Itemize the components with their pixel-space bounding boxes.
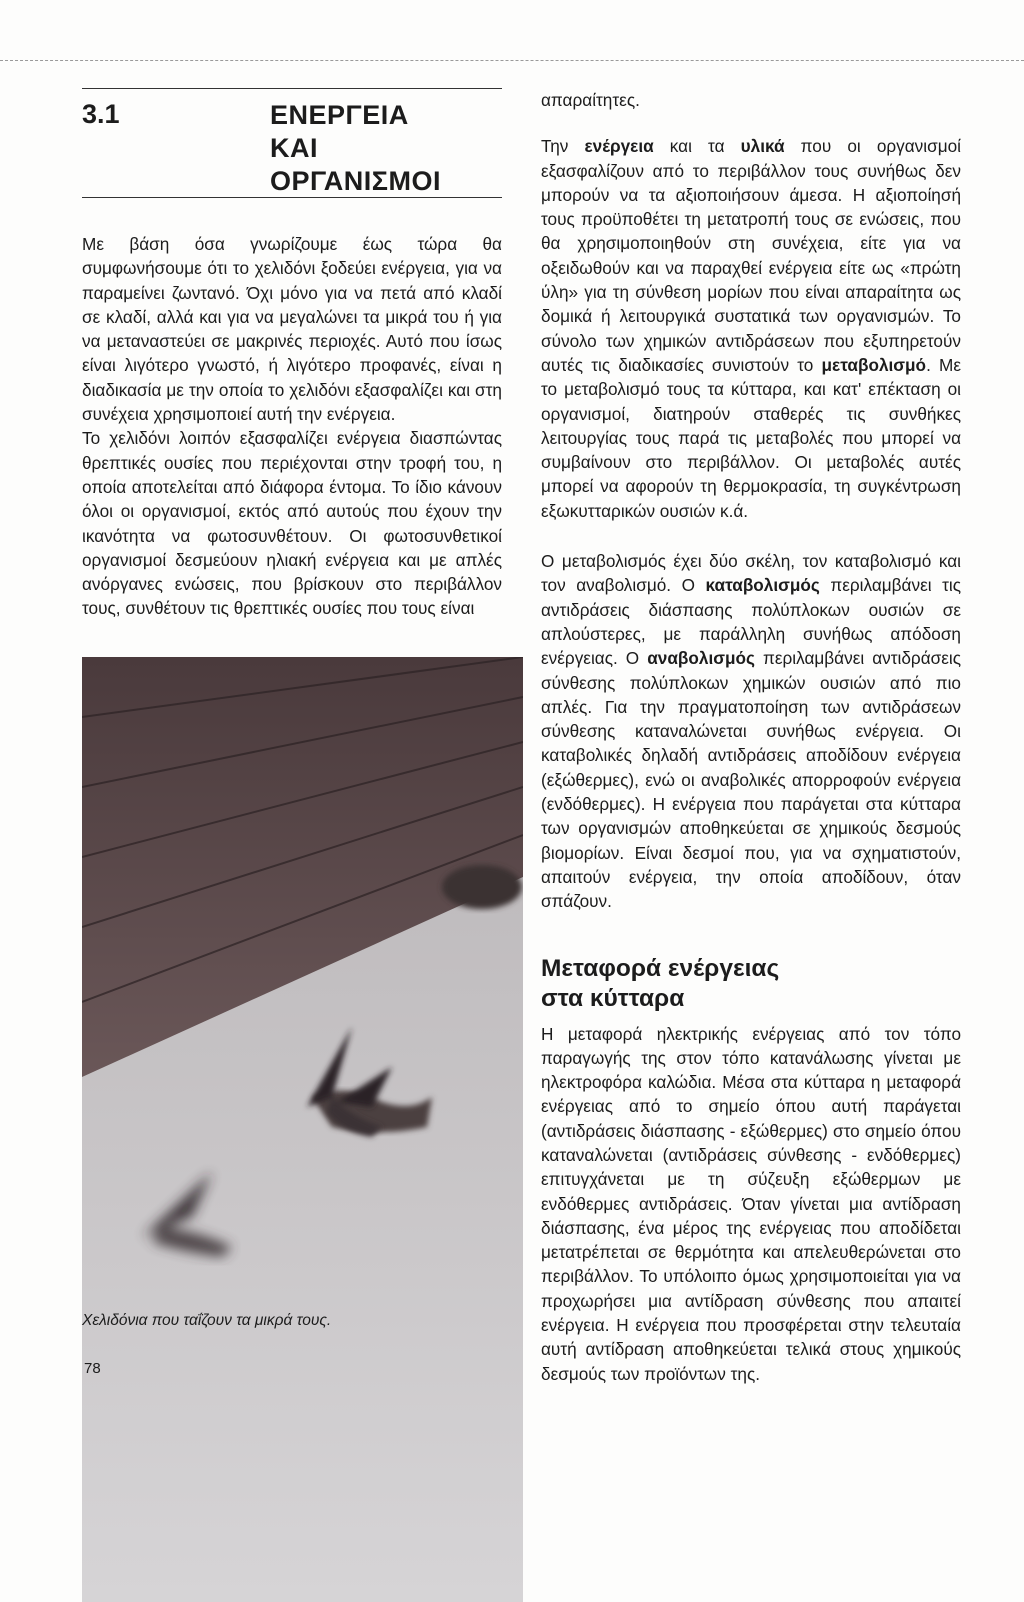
paragraph xyxy=(541,549,961,913)
page-number: 78 xyxy=(84,1360,101,1377)
subheading-line: Μεταφορά ενέργειας xyxy=(541,954,780,982)
bold-term: υλικά xyxy=(740,136,785,157)
bold-term: μεταβολισμό xyxy=(821,354,927,375)
left-column xyxy=(82,88,502,621)
bold-term: ενέργεια xyxy=(584,136,654,157)
subheading-line: στα κύτταρα xyxy=(541,984,685,1012)
right-column xyxy=(541,88,961,1386)
text-run: περιλαμβάνει αντιδράσεις σύνθεσης πολύπλοκων χημικών ουσιών από πιο απλές. Για την πραγματοποίηση των αντιδράσεων σύνθεσης καταναλώνεται συνήθως ενέργεια. Οι καταβολικές δηλαδή αντιδράσεις αποδίδουν ενέργεια (εξώθερμες), ενώ οι αναβολικές απορροφούν ενέργεια (ενδόθερμες). Η ενέργεια που παράγεται στα κύτταρα των οργανισμών αποθηκεύεται σε χημικούς δεσμούς βιομορίων. Είναι δεσμοί που, για να σχηματιστούν, απαιτούν ενέργεια, την οποία αποδίδουν, όταν σπάζουν. xyxy=(541,648,962,912)
top-dashed-rule xyxy=(0,60,1024,61)
text-run: . Με το μεταβολισμό τους τα κύτταρα, και κατ' επέκταση οι οργανισμοί, διατηρούν σταθερές τις συνθήκες λειτουργίας τους παρά τις μεταβολές που μπορεί να συμβαίνουν στο περιβάλλον. Οι μεταβολές αυτές μπορεί να αφορούν τη θερμοκρασία, τη συγκέντρωση εξωκυτταρικών ουσιών κ.ά. xyxy=(541,354,962,521)
figure-caption xyxy=(82,1312,331,1330)
text-run: Την xyxy=(541,136,585,157)
section-header xyxy=(82,89,502,197)
text-run: περιλαμβάνει τις αντιδράσεις διάσπασης πολύπλοκων ουσιών σε απλούστερες, με παράλληλη συνήθως απόδοση ενέργειας. Ο xyxy=(541,575,961,669)
figure-caption-text: Χελιδόνια που ταΐζουν τα μικρά τους. xyxy=(82,1312,332,1329)
paragraph: Με βάση όσα γνωρίζουμε έως τώρα θα συμφωνήσουμε ότι το χελιδόνι ξοδεύει ενέργεια, για να παραμείνει ζωντανό. Όχι μόνο για να πετά από κλαδί σε κλαδί, αλλά και για να μεγαλώνει τα μικρά του ή για να μεταναστεύει σε μακρινές περιοχές. Αυτό που ίσως είναι λιγότερο γνωστό, ή λιγότερο προφανές, είναι η διαδικασία με την οποία το χελιδόνι εξασφαλίζει και στη συνέχεια χρησιμοποιεί αυτή την ενέργεια. xyxy=(82,234,502,425)
text-run: που οι οργανισμοί εξασφαλίζουν από το περιβάλλον τους συνήθως δεν μπορούν να τα αξιοποιήσουν άμεσα. Η αξιοποίησή τους προϋποθέτει τη μετατροπή τους σε ενώσεις, που θα χρησιμοποιηθούν στη συνέχεια, είτε για να οξειδωθούν και να παραχθεί ενέργεια είτε ως «πρώτη ύλη» για τη σύνθεση μορίων που είναι απαραίτητα ως δομικά ή λειτουργικά συστατικά των οργανισμών. Το σύνολο των χημικών αντιδράσεων που εξυπηρετούν αυτές τις διαδικασίες συνιστούν το xyxy=(541,136,961,375)
paragraph: απαραίτητες. xyxy=(541,90,640,110)
paragraph: Η μεταφορά ηλεκτρικής ενέργειας από τον τόπο παραγωγής της στον τόπο κατανάλωσης γίνεται με ηλεκτροφόρα καλώδια. Μέσα στα κύτταρα η μεταφορά ενέργειας από το σημείο όπου αυτή παράγεται (αντιδράσεις διάσπασης - εξώθερμες) στο σημείο όπου καταναλώνεται (αντιδράσεις σύνθεσης - ενδόθερμες) επιτυγχάνεται με τη σύζευξη εξώθερμων με ενδόθερμες αντιδράσεις. Όταν γίνεται μια αντίδραση διάσπασης, ένα μέρος της ενέργειας που αποδίδεται μετατρέπεται σε θερμότητα και απελευθερώνεται στο περιβάλλον. Το υπόλοιπο όμως χρησιμοποιείται για να προχωρήσει μια αντίδραση σύνθεσης που απαιτεί ενέργεια. Η ενέργεια που προσφέρεται στην τελευταία αυτή αντίδραση αποθηκεύεται τελικά στους χημικούς δεσμούς των προϊόντων της. xyxy=(541,1023,961,1384)
section-number: 3.1 xyxy=(82,99,120,129)
section-title-line: ΕΝΕΡΓΕΙΑ xyxy=(270,100,409,130)
subheading xyxy=(541,954,961,1014)
section-title-line: ΚΑΙ xyxy=(270,133,318,163)
text-run: και τα xyxy=(653,136,741,157)
paragraph: Το χελιδόνι λοιπόν εξασφαλίζει ενέργεια διασπώντας θρεπτικές ουσίες που περιέχονται στην τροφή του, η οποία αποτελείται από διάφορα έντομα. Το ίδιο κάνουν όλοι οι οργανισμοί, εκτός από αυτούς που έχουν την ικανότητα να φωτοσυνθέτουν. Οι φωτοσυνθετικοί οργανισμοί δεσμεύουν ηλιακή ενέργεια και με απλές ανόργανες ενώσεις, που βρίσκουν στο περιβάλλον τους, συνθέτουν τις θρεπτικές ουσίες που τους είναι xyxy=(82,428,502,619)
bold-term: καταβολισμός xyxy=(705,575,820,596)
text-run: Ο μεταβολισμός έχει δύο σκέλη, τον καταβολισμό και τον αναβολισμό. Ο xyxy=(541,551,961,596)
swallows-photo xyxy=(82,657,523,1602)
section-title-line: ΟΡΓΑΝΙΣΜΟΙ xyxy=(270,166,441,196)
bold-term: αναβολισμός xyxy=(647,648,755,669)
paragraph xyxy=(541,134,961,523)
section-title xyxy=(270,89,441,197)
